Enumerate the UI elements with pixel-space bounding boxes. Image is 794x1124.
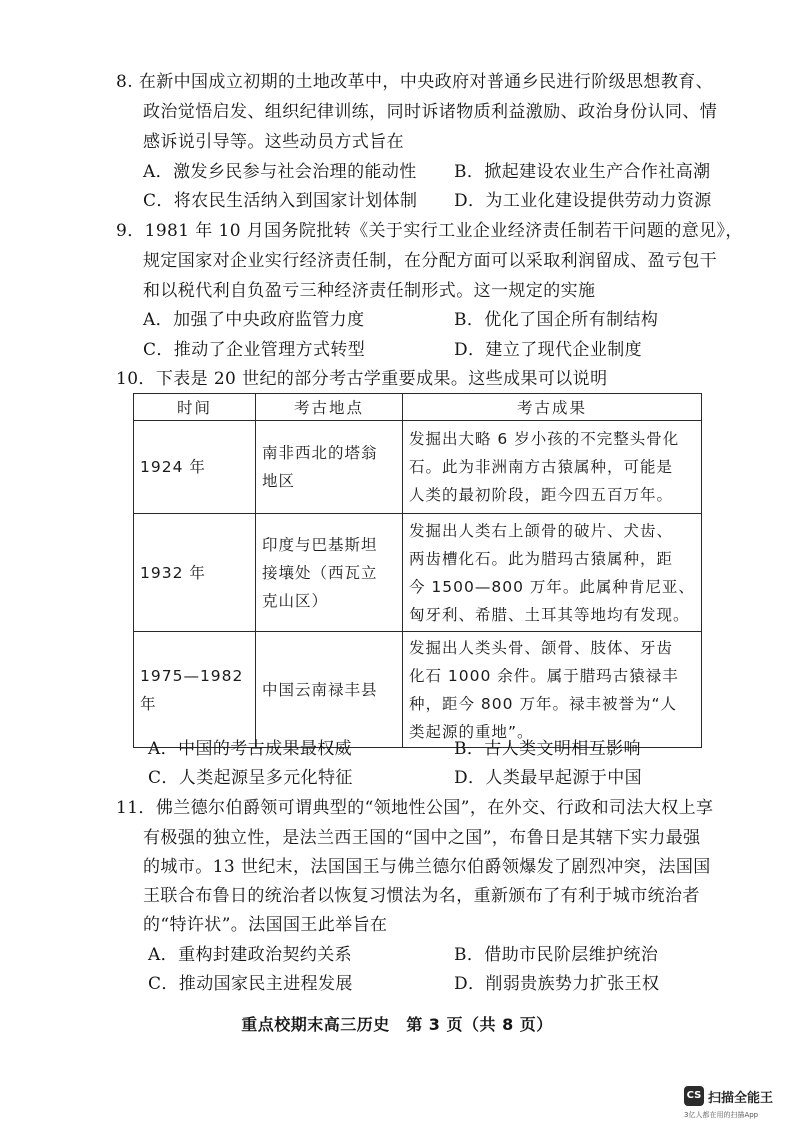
q10-option-a: A．中国的考古成果最权威 bbox=[148, 739, 353, 759]
header-result: 考古成果 bbox=[403, 394, 702, 421]
cell-site-line: 克山区） bbox=[262, 591, 329, 610]
table-header-row bbox=[134, 394, 702, 421]
cell-site-line: 南非西北的塔翁 bbox=[262, 444, 378, 462]
cell-result-line: 发掘出人类头骨、颌骨、肢体、牙齿 bbox=[409, 638, 674, 657]
q9-option-c: C．推动了企业管理方式转型 bbox=[143, 340, 366, 360]
cell-time: 1924 年 bbox=[134, 421, 256, 514]
table-row bbox=[134, 421, 702, 514]
table-row bbox=[134, 514, 702, 632]
cell-result-line: 化石 1000 余件。属于腊玛古猿禄丰 bbox=[409, 666, 679, 685]
cell-result bbox=[403, 514, 702, 632]
q9-stem-line-3: 和以税代利自负盈亏三种经济责任制形式。这一规定的实施 bbox=[143, 281, 596, 301]
q9-stem-line-2: 规定国家对企业实行经济责任制，在分配方面可以采取利润留成、盈亏包干 bbox=[143, 251, 718, 271]
cell-result-line: 匈牙利、希腊、土耳其等地均有发现。 bbox=[409, 605, 690, 624]
q11-stem-line-3: 的城市。13 世纪末，法国国王与佛兰德尔伯爵领爆发了剧烈冲突，法国国 bbox=[143, 857, 711, 877]
cell-site bbox=[256, 421, 403, 514]
q11-stem-line-5: 的“特许状”。法国国王此举旨在 bbox=[143, 915, 388, 935]
cell-site-line: 地区 bbox=[262, 472, 296, 490]
q8-option-d: D．为工业化建设提供劳动力资源 bbox=[454, 191, 712, 211]
cell-result-line: 人类的最初阶段，距今四五百万年。 bbox=[409, 486, 674, 504]
cell-site bbox=[256, 632, 403, 748]
q8-option-a: A．激发乡民参与社会治理的能动性 bbox=[143, 162, 417, 182]
table-row bbox=[134, 632, 702, 748]
cell-result-line: 发掘出人类右上颌骨的破片、犬齿、 bbox=[409, 521, 674, 540]
q9-option-d: D．建立了现代企业制度 bbox=[454, 340, 643, 360]
cell-result bbox=[403, 632, 702, 748]
q10-option-c: C．人类起源呈多元化特征 bbox=[148, 768, 353, 788]
q10-option-b: B．古人类文明相互影响 bbox=[454, 739, 641, 759]
cell-result bbox=[403, 421, 702, 514]
q11-option-a: A．重构封建政治契约关系 bbox=[148, 945, 353, 965]
q11-stem-line-4: 王联合布鲁日的统治者以恢复习惯法为名，重新颁布了有利于城市统治者 bbox=[143, 886, 700, 906]
camscanner-logo-icon: CS bbox=[684, 1086, 704, 1106]
cell-result-line: 发掘出大略 6 岁小孩的不完整头骨化 bbox=[409, 430, 680, 448]
cell-site-line: 中国云南禄丰县 bbox=[262, 680, 378, 699]
page-footer: 重点校期末高三历史 第 3 页（共 8 页） bbox=[241, 1015, 553, 1034]
cell-site-line: 接壤处（西瓦立 bbox=[262, 563, 378, 582]
q8-stem-line-3: 感诉说引导等。这些动员方式旨在 bbox=[143, 132, 404, 152]
archaeology-table bbox=[133, 393, 702, 748]
q11-option-d: D．削弱贵族势力扩张王权 bbox=[454, 974, 660, 994]
q8-stem-line-1: 8. 在新中国成立初期的土地改革中，中央政府对普通乡民进行阶级思想教育、 bbox=[116, 72, 714, 92]
q10-option-d: D．人类最早起源于中国 bbox=[454, 768, 643, 788]
cell-result-line: 两齿槽化石。此为腊玛古猿属种，距 bbox=[409, 549, 674, 568]
cell-time: 1932 年 bbox=[134, 514, 256, 632]
watermark-title: 扫描全能王 bbox=[708, 1091, 774, 1106]
q11-stem-line-1: 11．佛兰德尔伯爵领可谓典型的“领地性公国”，在外交、行政和司法大权上享 bbox=[116, 798, 714, 818]
cell-result-line: 种，距今 800 万年。禄丰被誉为“人 bbox=[409, 694, 677, 713]
cell-site-line: 印度与巴基斯坦 bbox=[262, 535, 378, 554]
scanner-watermark bbox=[684, 1084, 794, 1124]
watermark-subtitle: 3亿人都在用的扫描App bbox=[684, 1111, 759, 1119]
q11-option-c: C．推动国家民主进程发展 bbox=[148, 974, 353, 994]
q8-option-c: C．将农民生活纳入到国家计划体制 bbox=[143, 191, 418, 211]
cell-site bbox=[256, 514, 403, 632]
header-time: 时间 bbox=[134, 394, 256, 421]
cell-time: 1975—1982 年 bbox=[134, 632, 256, 748]
q9-option-a: A．加强了中央政府监管力度 bbox=[143, 310, 365, 330]
cell-result-line: 石。此为非洲南方古猿属种，可能是 bbox=[409, 458, 674, 476]
header-site: 考古地点 bbox=[256, 394, 403, 421]
q9-option-b: B．优化了国企所有制结构 bbox=[454, 310, 659, 330]
cell-result-line: 今 1500—800 万年。此属种肯尼亚、 bbox=[409, 577, 695, 596]
cell-result-line: 类起源的重地”。 bbox=[409, 722, 534, 741]
q9-stem-line-1: 9．1981 年 10 月国务院批转《关于实行工业企业经济责任制若干问题的意见》， bbox=[116, 221, 743, 241]
q11-option-b: B．借助市民阶层维护统治 bbox=[454, 945, 659, 965]
q8-option-b: B．掀起建设农业生产合作社高潮 bbox=[454, 162, 711, 182]
q11-stem-line-2: 有极强的独立性，是法兰西王国的“国中之国”，布鲁日是其辖下实力最强 bbox=[143, 828, 701, 848]
q8-stem-line-2: 政治觉悟启发、组织纪律训练，同时诉诸物质利益激励、政治身份认同、情 bbox=[143, 102, 718, 122]
q10-stem: 10．下表是 20 世纪的部分考古学重要成果。这些成果可以说明 bbox=[116, 369, 608, 389]
